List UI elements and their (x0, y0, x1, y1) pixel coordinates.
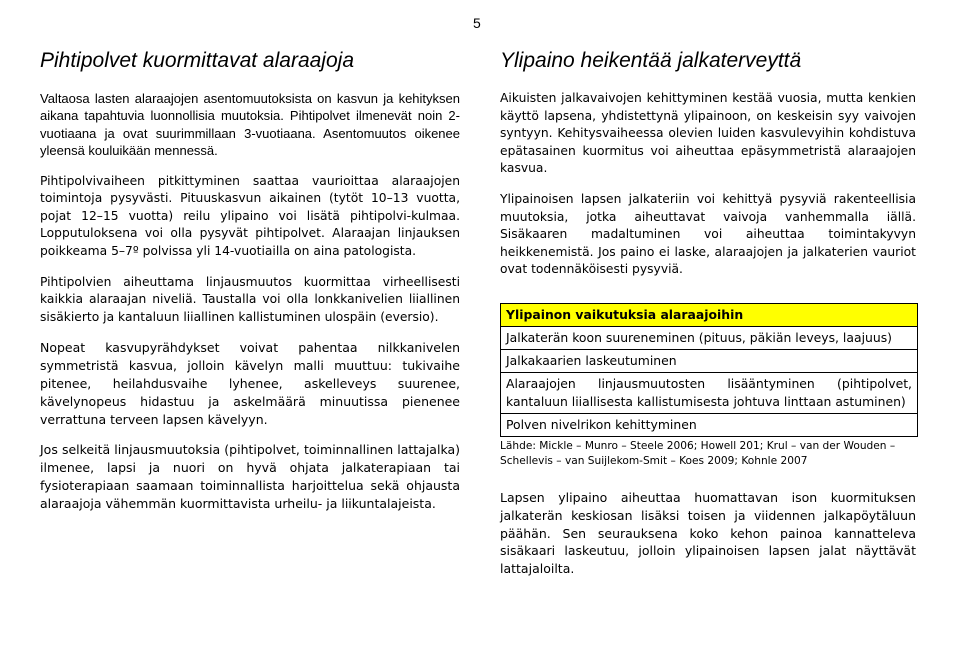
right-paragraph-2: Ylipainoisen lapsen jalkateriin voi kehittyä pysyviä rakenteellisia muutoksia, jotka aiheuttavat vaivoja vanhemmalla iällä. Sisäkaaren madaltuminen voi aiheuttaa toimintakyvyn heikkenemistä. Jos paino ei laske, alaraajojen ja jalkaterien vauriot ovat todennäköisesti pysyviä. (500, 191, 916, 277)
left-paragraph-3: Pihtipolvien aiheuttama linjausmuutos kuormittaa virheellisesti kaikkia alaraajan niveliä. Taustalla voi olla lonkkanivelien liiallinen sisäkierto ja kantaluun liiallinen kallistuminen ulospäin (eversio). (40, 274, 460, 324)
effects-table-row: Jalkaterän koon suureneminen (pituus, päkiän leveys, laajuus) (501, 327, 917, 350)
left-paragraph-2: Pihtipolvivaiheen pitkittyminen saattaa vaurioittaa alaraajojen toimintoja pysyvästi. Pituuskasvun aikainen (tytöt 10–13 vuotta, pojat 12–15 vuotta) reilu ylipaino voi lisätä pihtipolvi-kulmaa. Lopputuloksena voi olla pysyvät pihtipolvet. Alaraajan linjauksen poikkeama 5–7º polvissa yli 14-vuotiailla on aina patologista. (40, 173, 460, 258)
left-paragraph-5: Jos selkeitä linjausmuutoksia (pihtipolvet, toiminnallinen lattajalka) ilmenee, lapsi ja nuori on hyvä ohjata jalkaterapiaan tai fysioterapiaan saamaan toiminnallista harjoittelua sekä ohjausta alaraajoja vähemmän kuormittavista urheilu- ja liikuntalajeista. (40, 442, 460, 511)
effects-table-row: Polven nivelrikon kehittyminen (506, 416, 697, 432)
left-column (40, 48, 460, 526)
right-heading: Ylipaino heikentää jalkaterveyttä (500, 49, 802, 72)
source-citation: Lähde: Mickle – Munro – Steele 2006; Howell 201; Krul – van der Wouden – Schellevis – van Suijlekom-Smit – Koes 2009; Kohnle 2007 (500, 439, 896, 467)
effects-table-header: Ylipainon vaikutuksia alaraajoihin (501, 304, 917, 327)
right-paragraph-1: Aikuisten jalkavaivojen kehittyminen kestää vuosia, mutta kenkien käyttö lapsena, yhdistettynä ylipainoon, on keskeisin syy vaivojen syntyyn. Kehitysvaiheessa olevien luiden kasvulevyihin kohdistuva epätasainen kuormitus voi aiheuttaa epäsymmetristä alaraajojen kasvua. (500, 91, 916, 176)
right-column (500, 48, 916, 591)
page-number: 5 (473, 15, 481, 31)
effects-table-row: Alaraajojen linjausmuutosten lisääntyminen (pihtipolvet, kantaluun liiallisesta kallistumisesta johtuva linttaan astuminen) (501, 373, 917, 414)
effects-table-row: Jalkakaarien laskeutuminen (501, 350, 917, 373)
left-heading: Pihtipolvet kuormittavat alaraajoja (40, 49, 354, 72)
right-closing-paragraph: Lapsen ylipaino aiheuttaa huomattavan ison kuormituksen jalkaterän keskiosan lisäksi toisen ja viidennen jalkapöytäluun päähän. Sen seurauksena koko kehon painoa kannatteleva sisäkaari laskeutuu, jolloin ylipainoisen lapsen jalat näyttävät lattajaloilta. (500, 489, 916, 577)
left-paragraph-4: Nopeat kasvupyrähdykset voivat pahentaa nilkkanivelen symmetristä kasvua, jolloin kävelyn malli muuttuu: tukivaihe pitenee, heilahdusvaihe lyhenee, askelleveys suurenee, kävelynopeus hidastuu ja askelmäärä minuutissa pienenee verrattuna terveen lapsen kävelyyn. (40, 340, 460, 427)
effects-table (500, 303, 918, 437)
left-paragraph-1: Valtaosa lasten alaraajojen asentomuutoksista on kasvun ja kehityksen aikana tapahtuvia luonnollisia muutoksia. Pihtipolvet ilmenevät noin 2-vuotiaana ja ovat suurimmillaan 3-vuotiaana. Asentomuutos oikenee yleensä kouluikään mennessä. (40, 91, 460, 159)
